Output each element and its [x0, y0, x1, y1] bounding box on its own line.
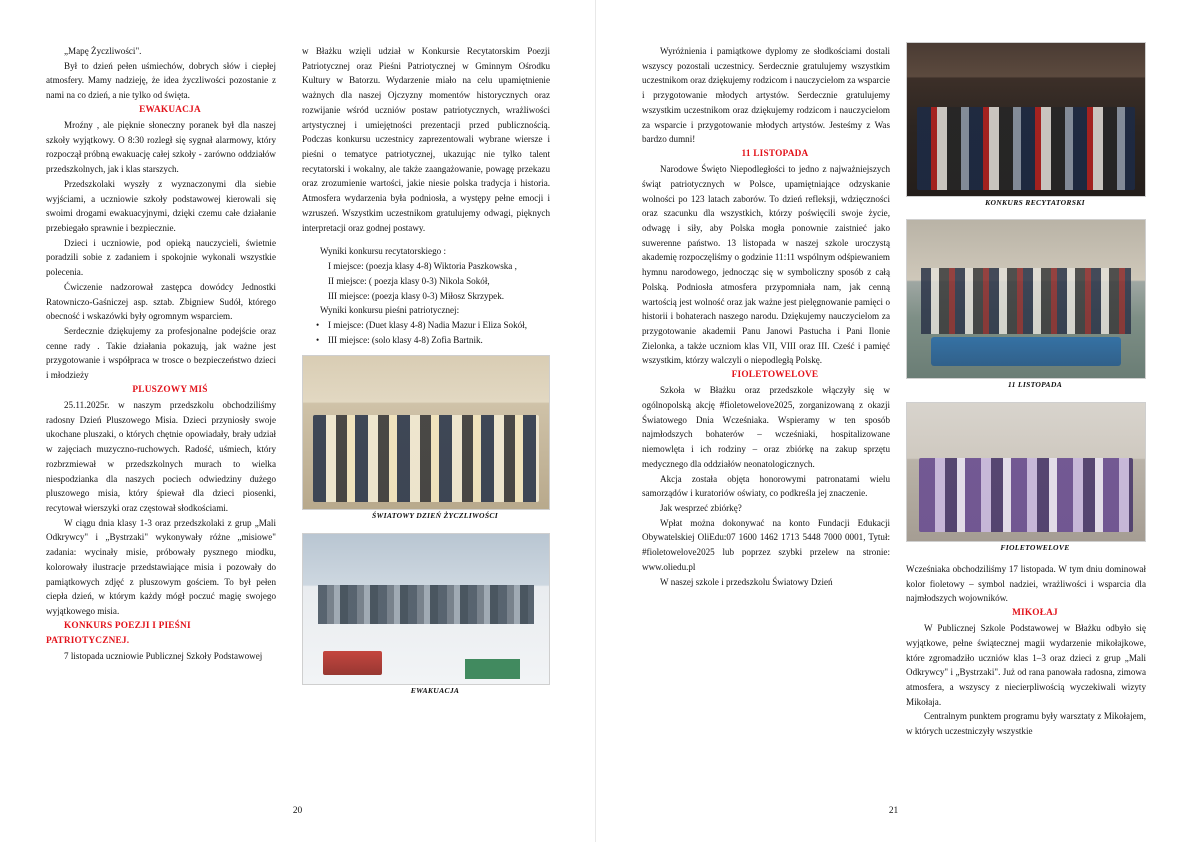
page-number-right: 21 [888, 806, 899, 816]
paragraph: W naszej szkole i przedszkolu Światowy Dzień [660, 576, 833, 587]
11-listopada-photo [906, 219, 1146, 379]
results-title-recytatorski: Wyniki konkursu recytatorskiego : [320, 246, 446, 257]
paragraph: Dzieci i uczniowie, pod opieką nauczycieli, świetnie poradzili sobie z zadaniem i spokojnie wykonali wszystkie polecenia. [46, 237, 276, 278]
paragraph: W Publicznej Szkole Podstawowej w Błażku odbyło się wyjątkowe, pełne świątecznej magii wydarzenie mikołajkowe, które zgromadziło uczniów klas 1–3 oraz dzieci z grup „Mali Odkrywcy" i „Bystrzaki". Już od rana panowała radosna, zimowa atmosfera, a wszyscy z niecierpliwością wyczekiwali wizyty Mikołaja. [906, 623, 1146, 707]
paragraph: Akcja została objęta honorowymi patronatami wielu samorządów i kuratoriów oświaty, co podkreśla jej znaczenie. [642, 473, 890, 499]
paragraph: Narodowe Święto Niepodległości to jedno z najważniejszych świąt patriotycznych w Polsce, upamiętniające odzyskanie wolności po 123 latach zaborów. To dzień refleksji, wdzięczności oraz szacunku dla wszystkich, którzy poświęcili swoje życie, odwagę i siły, aby Polska mogła ponownie zaistnieć jako suwerenne państwo. 13 listopada w naszej szkole uroczystą akademię rozpoczęliśmy o godzinie 11:11 wspólnym odśpiewaniem hymnu narodowego, jednocząc się w symboliczny sposób z całą Polską. Podniosła atmosfera przypomniała nam, jak cenną wartością jest wolność oraz jak ważne jest pielęgnowanie pamięci o historii i bohaterach naszego narodu. Dziękujemy nauczycielom za przygotowanie akademii Panu Janowi Pastucha i Pani Ilonie Zielonka, a także uczniom klas VII, VIII oraz III. Cześć i pamięć wszystkim, którzy walczyli o niepodległą Polskę. [642, 164, 890, 366]
section-heading-mikolaj: MIKOŁAJ [1012, 608, 1058, 619]
list-item: • III miejsce: (solo klasy 4-8) Zofia Bartnik. [302, 333, 550, 348]
section-heading-konkurs-poezji: KONKURS POEZJI I PIEŚNI PATRIOTYCZNEJ. [46, 620, 191, 646]
paragraph: Wcześniaka obchodziliśmy 17 listopada. W tym dniu dominował kolor fioletowy – symbol nadziei, wrażliwości i wsparcia dla najmłodszych wojowników. [906, 563, 1146, 604]
left-page [0, 0, 595, 842]
paragraph: Szkoła w Błażku oraz przedszkole włączyły się w ogólnopolską akcję #fioletowelove2025, zorganizowaną z okazji Światowego Dnia Wcześniaka. Wspieramy w ten sposób najmłodszych bohaterów – wcześniaki, hospitalizowane niemowlęta i ich rodziny – oraz zbiórkę na zakup sprzętu medycznego dla oddziałów neonatologicznych. [642, 385, 890, 469]
paragraph: W ciągu dnia klasy 1-3 oraz przedszkolaki z grup „Mali Odkrywcy" i „Bystrzaki" wykonywały różne „misiowe" zadania: wycinały misie, próbowały pysznego miodku, kolorowały ilustracje przedstawiające misia i pozowały do pamiątkowych zdjęć z pluszowym gościem. To był pełen ciepła dzień, w którym każdy mógł poczuć magię swojego wyjątkowego misia. [46, 517, 276, 616]
konkurs-recytatorski-photo [906, 42, 1146, 197]
results-list-piesni [302, 318, 550, 347]
section-heading-ewakuacja: EWAKUACJA [139, 104, 201, 115]
paragraph: 7 listopada uczniowie Publicznej Szkoły Podstawowej [64, 650, 263, 661]
photo-caption: ŚWIATOWY DZIEŃ ŻYCZLIWOŚCI [372, 511, 498, 521]
paragraph: w Błażku wzięli udział w Konkursie Recytatorskim Poezji Patriotycznej oraz Pieśni Patriotycznej w Gminnym Ośrodku Kultury w Batorzu. Wydarzenie miało na celu upamiętnienie ważnych dla naszej Ojczyzny momentów historycznych oraz rozwijanie wśród uczniów postaw patriotycznych, wrażliwości artystycznej i umiejętności prezentacji przed publicznością. Podczas konkursu uczestnicy zaprezentowali wybrane wiersze i pieśni o tematyce patriotycznej, ukazując nie tylko talent recytatorski i wokalny, ale także zaangażowanie, powagę przekazu oraz zrozumienie wartości, jakie niesie polska tradycja i historia. Atmosfera wydarzenia była podniosła, a występy pełne emocji i wzruszeń. Wszystkim uczestnikom gratulujemy odwagi, pięknych interpretacji oraz godnej postawy. [302, 46, 550, 233]
list-item: III miejsce: (poezja klasy 0-3) Miłosz Skrzypek. [328, 290, 505, 301]
paragraph: Wpłat można dokonywać na konto Fundacji Edukacji Obywatelskiej OliEdu:07 1600 1462 1713 5448 7000 0001, Tytuł: #fioletowelove2025 lub poprzez szybki przelew na stronie: www.oliedu.pl [642, 517, 890, 572]
results-title-piesni: Wyniki konkursu pieśni patriotycznej: [320, 305, 460, 316]
list-item: II miejsce: ( poezja klasy 0-3) Nikola Sokół, [328, 275, 490, 286]
section-heading-11-listopada: 11 LISTOPADA [741, 149, 809, 160]
paragraph: Jak wesprzeć zbiórkę? [660, 502, 742, 513]
paragraph: Wyróżnienia i pamiątkowe dyplomy ze słodkościami dostali wszyscy pozostali uczestnicy. Serdecznie gratulujemy wszystkim uczestnikom oraz dziękujemy rodzicom i nauczycielom za wsparcie i przygotowanie młodych artystów. Serdecznie gratulujemy wszystkim uczestnikom oraz dziękujemy rodzicom i nauczycielom za wsparcie i przygotowanie młodych artystów. Jesteśmy z Was bardzo dumni! [642, 46, 890, 145]
paragraph: Centralnym punktem programu były warsztaty z Mikołajem, w których uczestniczyły wszystkie [906, 711, 1146, 737]
section-heading-fioletowelove: FIOLETOWELOVE [731, 370, 819, 381]
right-page-column-2 [906, 42, 1146, 739]
photo-caption: KONKURS RECYTATORSKI [985, 198, 1085, 207]
left-page-column-1 [46, 44, 276, 664]
fioletowelove-photo [906, 402, 1146, 542]
results-list-recytatorski [302, 259, 550, 303]
photo-caption: FIOLETOWELOVE [1000, 542, 1070, 552]
ewakuacja-photo [302, 533, 550, 685]
paragraph: Serdecznie dziękujemy za profesjonalne podejście oraz cenne rady . Takie działania pokazują, jak ważne jest przygotowanie i współpraca w trosce o bezpieczeństwo dzieci i młodzieży [46, 325, 276, 381]
swiatowy-dzien-zyczliwosci-photo [302, 355, 550, 510]
section-heading-pluszowy-mis: PLUSZOWY MIŚ [132, 384, 208, 395]
paragraph: Był to dzień pełen uśmiechów, dobrych słów i ciepłej atmosfery. Mamy nadzieję, że idea życzliwości pozostanie z nami na co dzień, a nie tylko od święta. [46, 60, 276, 101]
paragraph: Mroźny , ale pięknie słoneczny poranek był dla naszej szkoły wyjątkowy. O 8:30 rozległ się sygnał alarmowy, który rozpoczął próbną ewakuację całej szkoły - zarówno oddziałów przedszkolnych, jak i klas starszych. [46, 119, 276, 175]
left-page-column-2 [302, 44, 550, 697]
paragraph: 25.11.2025r. w naszym przedszkolu obchodziliśmy radosny Dzień Pluszowego Misia. Dzieci przyniosły swoje ukochane pluszaki, o których chętnie opowiadały, brały udział w zajęciach muzyczno-ruchowych. Radość, uśmiech, który rozbrzmiewał w przedszkolnych murach to wielka niespodzianka dla naszych pociech odwiedziny dużego pluszowego misia, który śpiewał dla dzieci piosenki, recytował wierszyki oraz częstował słodkościami. [46, 399, 276, 513]
paragraph: „Mapę Życzliwości". [64, 46, 142, 56]
paragraph: Przedszkolaki wyszły z wyznaczonymi dla siebie wyjściami, a uczniowie szkoły podstawowej kierowali się swoimi drogami ewakuacyjnymi, dzięki czemu całe działanie przebiegało sprawnie i bezpiecznie. [46, 178, 276, 233]
list-item: • I miejsce: (Duet klasy 4-8) Nadia Mazur i Eliza Sokół, [302, 318, 550, 333]
right-page [596, 0, 1191, 842]
right-page-column-1 [642, 44, 890, 589]
paragraph: Ćwiczenie nadzorował zastępca dowódcy Jednostki Ratowniczo-Gaśniczej asp. sztab. Zbigniew Sudół, którego obecność i wskazówki były ogromnym wsparciem. [46, 281, 276, 322]
list-item: I miejsce: (poezja klasy 4-8) Wiktoria Paszkowska , [328, 261, 517, 272]
photo-caption: EWAKUACJA [410, 685, 460, 695]
photo-caption: 11 LISTOPADA [1007, 380, 1063, 390]
page-number-left: 20 [292, 806, 303, 816]
